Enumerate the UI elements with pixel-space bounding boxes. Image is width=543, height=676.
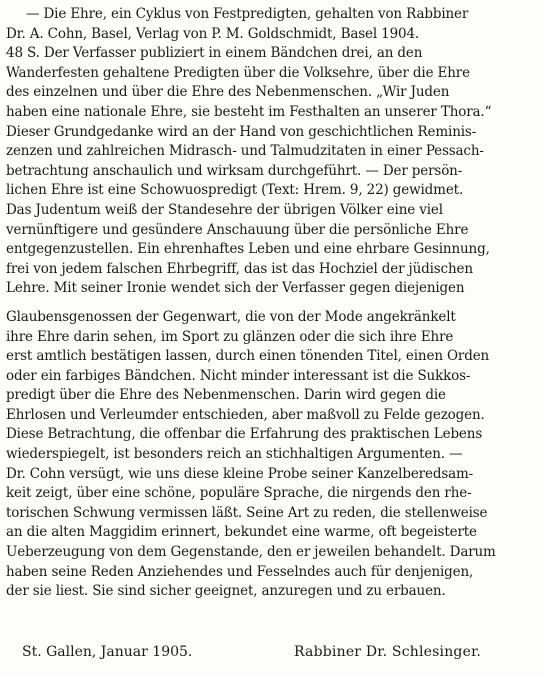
text-line: torischen Schwung vermissen läßt. Seine Art zu reden, die stellenweise (6, 504, 488, 521)
text-line: Diese Betrachtung, die offenbar die Erfahrung des praktischen Lebens (6, 426, 483, 443)
text-line: keit zeigt, über eine schöne, populäre Sprache, die nirgends den rhe- (6, 485, 472, 502)
text-line: frei von jedem falschen Ehrbegriff, das ist das Hochziel der jüdischen (6, 260, 473, 277)
text-line: Ehrlosen und Verleumder entschieden, aber maßvoll zu Felde gezogen. (6, 406, 485, 423)
text-line: haben seine Reden Anziehendes und Fesselndes auch für denjenigen, (6, 563, 474, 580)
text-line: Ueberzeugung von dem Gegenstande, den er jeweilen behandelt. Darum (6, 544, 496, 561)
column-break (6, 299, 538, 308)
text-line: des einzelnen und über die Ehre des Nebenmenschen. „Wir Juden (6, 84, 450, 101)
text-line: Lehre. Mit seiner Ironie wendet sich der Verfasser gegen diejenigen (6, 280, 465, 297)
text-line: ihre Ehre darin sehen, im Sport zu glänzen oder die sich ihre Ehre (6, 328, 454, 345)
text-line: erst amtlich bestätigen lassen, durch einen tönenden Titel, einen Orden (6, 348, 490, 365)
text-line: Dieser Grundgedanke wird an der Hand von geschichtlichen Reminis- (6, 123, 477, 140)
text-line: entgegenzustellen. Ein ehrenhaftes Leben und eine ehrbare Gesinnung, (6, 241, 490, 258)
text-line: — Die Ehre, ein Cyklus von Festpredigten, gehalten von Rabbiner (26, 6, 469, 22)
text-line: vernünftigere und gesündere Anschauung über die persönliche Ehre (6, 221, 469, 238)
place-date: St. Gallen, Januar 1905. (22, 644, 193, 660)
text-line: predigt über die Ehre des Nebenmenschen. Darin wird gegen die (6, 387, 446, 404)
text-line: Wanderfesten gehaltene Predigten über die Volksehre, über die Ehre (6, 64, 470, 81)
text-line: wiederspiegelt, ist besonders reich an stichhaltigen Argumenten. — (6, 446, 463, 463)
text-line: 48 S. Der Verfasser publiziert in einem Bändchen drei, an den (6, 45, 423, 62)
text-line: lichen Ehre ist eine Schowuospredigt (Text: Hrem. 9, 22) gewidmet. (6, 182, 464, 199)
author-name: Rabbiner Dr. Schlesinger. (294, 644, 482, 660)
text-line: der sie liest. Sie sind sicher geeignet, anzuregen und zu erbauen. (6, 583, 446, 600)
signature-line (22, 641, 522, 663)
text-line: an die alten Maggidim erinnert, bekundet eine warme, oft begeisterte (6, 524, 477, 541)
text-line: zenzen und zahlreichen Midrasch- und Talmudzitaten in einer Pessach- (6, 143, 484, 160)
text-line: Dr. Cohn versügt, wie uns diese kleine Probe seiner Kanzelberedsam- (6, 465, 474, 482)
text-line: haben eine nationale Ehre, sie besteht im Festhalten an unserer Thora.“ (6, 103, 492, 120)
book-review (6, 5, 538, 602)
text-line: betrachtung anschaulich und wirksam durchgeführt. — Der persön- (6, 162, 463, 179)
text-line: oder ein farbiges Bändchen. Nicht minder interessant ist die Sukkos- (6, 367, 471, 384)
text-line: Das Judentum weiß der Standesehre der übrigen Völker eine viel (6, 201, 443, 218)
text-line: Glaubensgenossen der Gegenwart, die von der Mode angekränkelt (6, 308, 456, 325)
text-line: Dr. A. Cohn, Basel, Verlag von P. M. Goldschmidt, Basel 1904. (6, 25, 420, 42)
